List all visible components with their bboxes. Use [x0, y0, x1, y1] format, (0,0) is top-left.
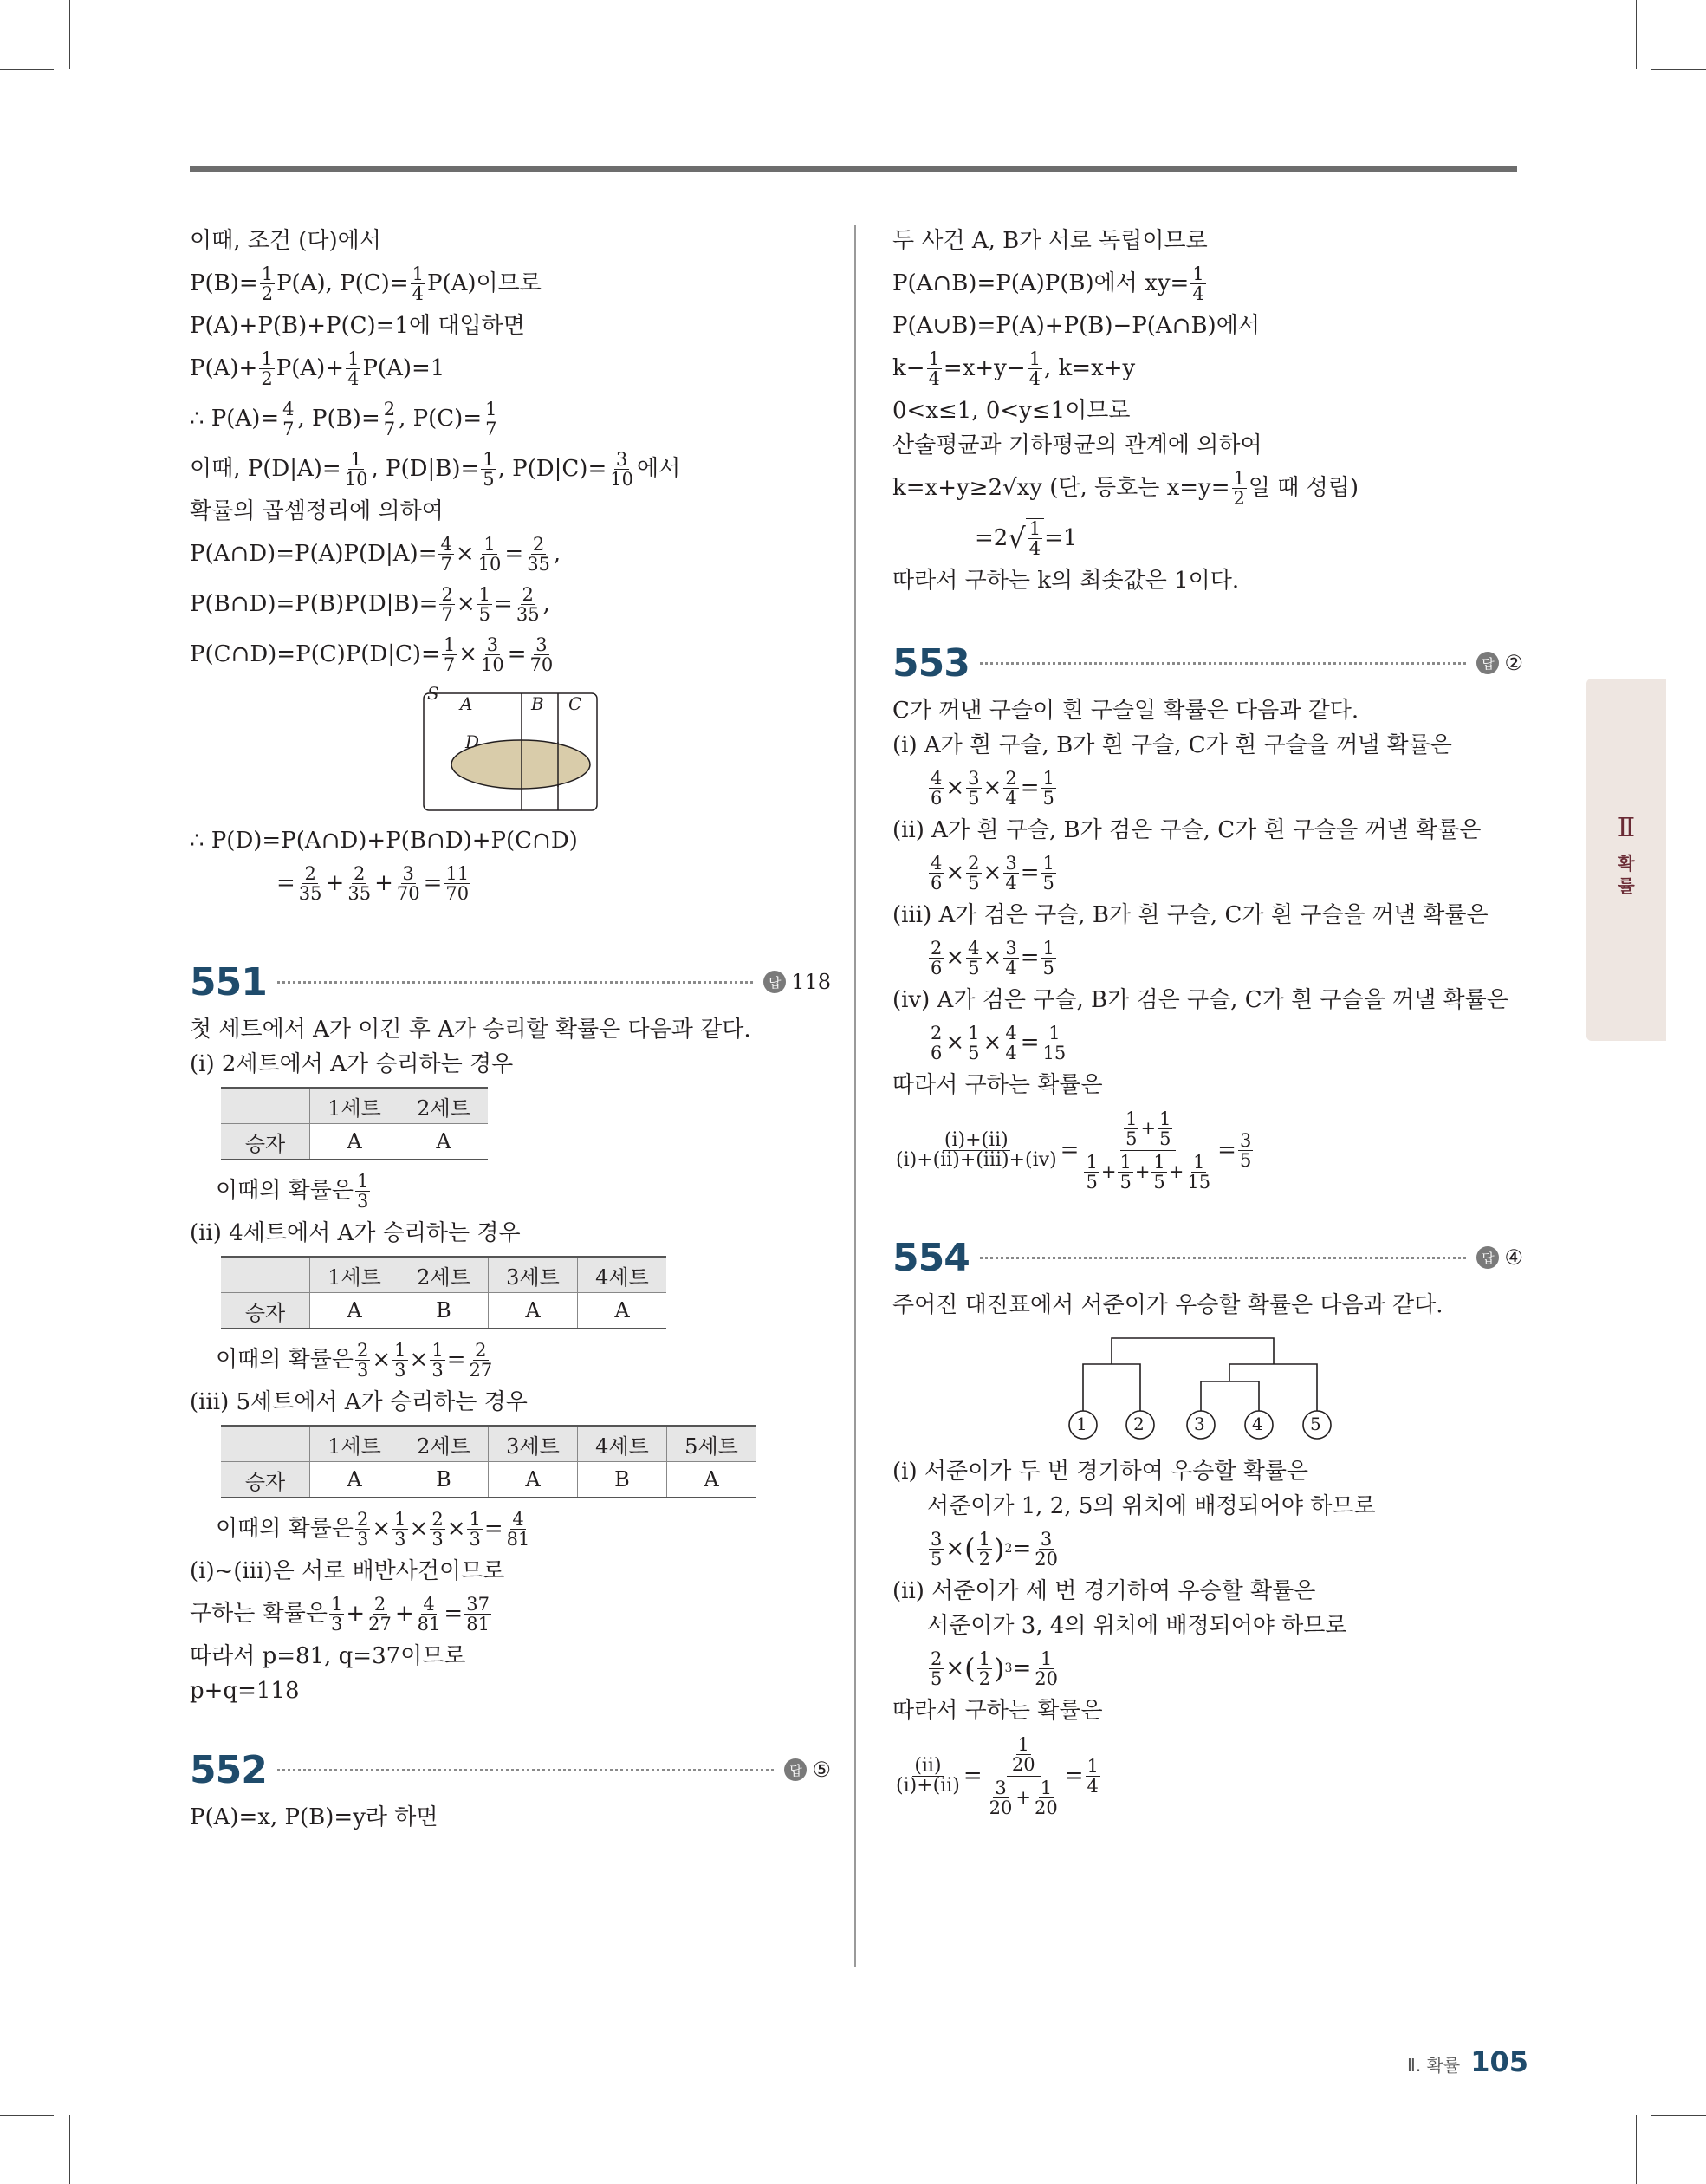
text-line: (ⅰ)~(ⅲ)은 서로 배반사건이므로: [190, 1558, 505, 1584]
math-line: ∴ P(D)=P(A∩D)+P(B∩D)+P(C∩D): [190, 828, 578, 854]
fraction: $\frac{1}{2}$: [261, 263, 274, 304]
text-line: 따라서 구하는 확률은: [892, 1698, 1103, 1724]
result-table: 1세트 2세트 3세트 4세트 5세트 승자 A B A B A: [221, 1425, 756, 1498]
text-line: 주어진 대진표에서 서준이가 우승할 확률은 다음과 같다.: [892, 1292, 1443, 1318]
result-table: 1세트 2세트 승자 A A: [221, 1087, 488, 1160]
math-line: $\frac{\text{(ⅰ)+(ⅱ)}}{\text{(ⅰ)+(ⅱ)+(ⅲ)+(ⅳ)}}$ = $\frac{1}{5}$ + $\frac{1}{5}$ $\frac{1}{5}$ + $\frac{1}{5}$ + $\frac{1}{5}$ + $\frac{1}{15}$ = $\frac{3}{5}$: [896, 1108, 1252, 1193]
math-line: P(A∩D)=P(A)P(D|A)= $\frac{4}{7}$ × $\frac{1}{10}$ = $\frac{2}{35}$ ,: [190, 533, 561, 575]
answer: 답 118: [763, 970, 831, 994]
answer-badge-icon: 답: [763, 971, 786, 993]
problem-number: 551: [190, 959, 267, 1004]
text-line: 따라서 구하는 확률은: [892, 1072, 1103, 1098]
text-line: 서준이가 3, 4의 위치에 배정되어야 하므로: [927, 1613, 1347, 1639]
math-line: P(C∩D)=P(C)P(D|C)= $\frac{1}{7}$ × $\frac{3}{10}$ = $\frac{3}{70}$: [190, 634, 554, 675]
crop-mark: [1651, 69, 1706, 70]
math-line: $\frac{2}{6}$ × $\frac{4}{5}$ × $\frac{3}{4}$ = $\frac{1}{5}$: [931, 937, 1054, 978]
text-line: (ⅰ) A가 흰 구슬, B가 흰 구슬, C가 흰 구슬을 꺼낼 확률은: [892, 732, 1452, 758]
math-line: 이때의 확률은 $\frac{2}{3}$ × $\frac{1}{3}$ × $\frac{2}{3}$ × $\frac{1}{3}$ = $\frac{4}{81}$: [216, 1508, 530, 1550]
text-line: (ⅰ) 서준이가 두 번 경기하여 우승할 확률은: [892, 1459, 1309, 1485]
text-line: (ⅳ) A가 검은 구슬, B가 검은 구슬, C가 흰 구슬을 꺼낼 확률은: [892, 987, 1508, 1013]
leader-dots: [980, 662, 1467, 665]
answer: 답 ②: [1476, 651, 1523, 675]
math-line: 구하는 확률은 $\frac{1}{3}$ + $\frac{2}{27}$ + $\frac{4}{81}$ = $\frac{37}{81}$: [190, 1593, 490, 1635]
left-column: [190, 224, 831, 1835]
result-table: 1세트 2세트 3세트 4세트 승자 A B A A: [221, 1256, 666, 1329]
math-line: $\frac{3}{5}$ × ( $\frac{1}{2}$ ) 2 = $\frac{3}{20}$: [931, 1528, 1058, 1570]
crop-mark: [0, 2115, 54, 2116]
crop-mark: [69, 0, 70, 69]
math-line: $\frac{4}{6}$ × $\frac{2}{5}$ × $\frac{3}{4}$ = $\frac{1}{5}$: [931, 852, 1054, 894]
tournament-bracket: [892, 1328, 1523, 1449]
text-line: 이때, 조건 (다)에서: [190, 228, 381, 254]
problem-551-header: [190, 952, 831, 1012]
math-line: P(A∩B)=P(A)P(B)에서 xy= $\frac{1}{4}$: [892, 263, 1204, 304]
right-column: [892, 224, 1523, 1823]
bracket-slot-3: 3: [1194, 1414, 1205, 1434]
page-number: 105: [1470, 2045, 1528, 2078]
text-line: 확률의 곱셈정리에 의하여: [190, 498, 444, 524]
text-line: 첫 세트에서 A가 이긴 후 A가 승리할 확률은 다음과 같다.: [190, 1017, 751, 1043]
problem-number: 554: [892, 1235, 970, 1280]
text-line: P(A)=x, P(B)=y라 하면: [190, 1804, 438, 1830]
fraction: $\frac{1}{4}$: [412, 263, 424, 304]
venn-label-a: A: [460, 693, 473, 714]
header-rule: [190, 166, 1517, 172]
math-line: k− $\frac{1}{4}$ =x+y− $\frac{1}{4}$ , k=x+y: [892, 348, 1136, 389]
page-footer: [1407, 2045, 1528, 2078]
math-line: 이때, P(D|A)= $\frac{1}{10}$ , P(D|B)= $\frac{1}{5}$ , P(D|C)= $\frac{3}{10}$ 에서: [190, 448, 681, 490]
math-line: 이때의 확률은 $\frac{1}{3}$: [216, 1170, 369, 1212]
answer: 답 ⑤: [784, 1758, 831, 1782]
bracket-slot-4: 4: [1252, 1414, 1263, 1434]
problem-552-header: [190, 1739, 831, 1800]
problem-number: 552: [190, 1747, 267, 1792]
venn-diagram: [406, 685, 606, 815]
leader-dots: [277, 981, 753, 984]
crop-mark: [69, 2115, 70, 2184]
crop-mark: [0, 69, 54, 70]
answer: 답 ④: [1476, 1245, 1523, 1270]
text-line: 따라서 구하는 k의 최솟값은 1이다.: [892, 568, 1240, 594]
venn-label-d: D: [465, 731, 480, 752]
text-line: P(A)+P(B)+P(C)=1에 대입하면: [190, 313, 525, 339]
problem-554-header: [892, 1227, 1523, 1288]
math-line: $\frac{2}{5}$ × ( $\frac{1}{2}$ ) 3 = $\frac{1}{20}$: [931, 1648, 1058, 1689]
text-line: 0<x≤1, 0<y≤1이므로: [892, 398, 1131, 424]
math-line: ∴ P(A)= $\frac{4}{7}$ , P(B)= $\frac{2}{7}$ , P(C)= $\frac{1}{7}$: [190, 398, 497, 439]
text-line: (ⅲ) A가 검은 구슬, B가 흰 구슬, C가 흰 구슬을 꺼낼 확률은: [892, 902, 1489, 928]
text-line: (ⅱ) 서준이가 세 번 경기하여 우승할 확률은: [892, 1578, 1316, 1604]
chapter-roman: Ⅱ: [1617, 813, 1636, 843]
leader-dots: [277, 1769, 775, 1771]
text-line: 두 사건 A, B가 서로 독립이므로: [892, 228, 1208, 254]
text-line: C가 꺼낸 구슬이 흰 구슬일 확률은 다음과 같다.: [892, 698, 1359, 724]
footer-section: Ⅱ. 확률: [1407, 2055, 1461, 2076]
answer-badge-icon: 답: [784, 1758, 807, 1781]
crop-mark: [1651, 2115, 1706, 2116]
math-line: = $\frac{2}{35}$ + $\frac{2}{35}$ + $\frac{3}{70}$ = $\frac{11}{70}$: [276, 862, 470, 904]
math-line: =2 √ $\frac{1}{4}$ =1: [975, 518, 1078, 559]
math-line: P(B∩D)=P(B)P(D|B)= $\frac{2}{7}$ × $\frac{1}{5}$ = $\frac{2}{35}$ ,: [190, 583, 550, 625]
problem-553-header: [892, 633, 1523, 693]
text-line: 따라서 p=81, q=37이므로: [190, 1643, 466, 1669]
math-line: P(B)= $\frac{1}{2}$ P(A), P(C)= $\frac{1}{4}$ P(A)이므로: [190, 263, 542, 304]
text-line: 서준이가 1, 2, 5의 위치에 배정되어야 하므로: [927, 1493, 1376, 1519]
text-line: (ⅱ) 4세트에서 A가 승리하는 경우: [190, 1220, 521, 1246]
math-line: $\frac{2}{6}$ × $\frac{1}{5}$ × $\frac{4}{4}$ = $\frac{1}{15}$: [931, 1022, 1067, 1063]
answer-badge-icon: 답: [1476, 1246, 1499, 1269]
bracket-slot-1: 1: [1076, 1414, 1087, 1434]
venn-label-s: S: [427, 683, 439, 704]
crop-mark: [1636, 2115, 1637, 2184]
bracket-slot-5: 5: [1310, 1414, 1321, 1434]
answer-badge-icon: 답: [1476, 652, 1499, 674]
text-line: p+q=118: [190, 1678, 300, 1704]
venn-label-b: B: [531, 693, 544, 714]
text-line: P(A∪B)=P(A)+P(B)−P(A∩B)에서: [892, 313, 1260, 339]
chapter-side-tab[interactable]: [1586, 679, 1666, 1041]
text-line: (ⅲ) 5세트에서 A가 승리하는 경우: [190, 1389, 528, 1415]
math-line: P(A)+ $\frac{1}{2}$ P(A)+ $\frac{1}{4}$ P(A)=1: [190, 348, 445, 389]
bracket-slot-2: 2: [1133, 1414, 1145, 1434]
leader-dots: [980, 1257, 1467, 1259]
column-divider: [854, 225, 856, 1967]
text-line: (ⅱ) A가 흰 구슬, B가 검은 구슬, C가 흰 구슬을 꺼낼 확률은: [892, 817, 1482, 843]
math-line: $\frac{\text{(ⅱ)}}{\text{(ⅰ)+(ⅱ)}}$ = $\frac{1}{20}$ $\frac{3}{20}$ + $\frac{1}{20}$ = $\frac{1}{4}$: [896, 1733, 1099, 1818]
crop-mark: [1636, 0, 1637, 69]
chapter-keyword: 확 률: [1618, 853, 1635, 896]
text-line: 산술평균과 기하평균의 관계에 의하여: [892, 432, 1262, 458]
problem-number: 553: [892, 640, 970, 686]
math-line: $\frac{4}{6}$ × $\frac{3}{5}$ × $\frac{2}{4}$ = $\frac{1}{5}$: [931, 767, 1054, 809]
text-line: (ⅰ) 2세트에서 A가 승리하는 경우: [190, 1051, 514, 1077]
math-line: 이때의 확률은 $\frac{2}{3}$ × $\frac{1}{3}$ × $\frac{1}{3}$ = $\frac{2}{27}$: [216, 1339, 493, 1381]
math-line: k=x+y≥2√xy (단, 등호는 x=y= $\frac{1}{2}$ 일 때 성립): [892, 467, 1359, 509]
venn-label-c: C: [568, 693, 582, 714]
